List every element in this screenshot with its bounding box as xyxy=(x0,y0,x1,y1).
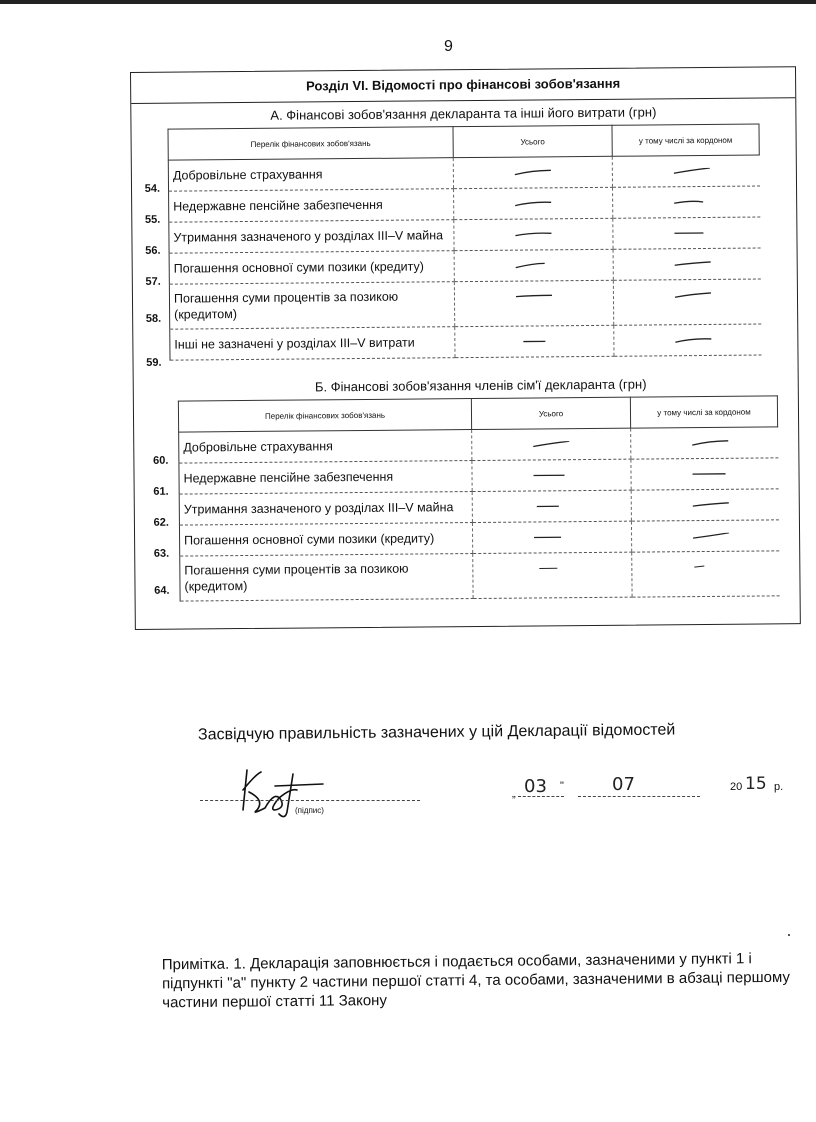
row-label: Інші не зазначені у розділах III–V витрати xyxy=(170,327,455,360)
abroad-cell xyxy=(612,155,759,187)
page-number: 9 xyxy=(444,38,453,55)
signature-label: (підпис) xyxy=(295,806,324,815)
total-cell xyxy=(473,552,632,598)
date-day: 03 xyxy=(524,776,547,797)
signature-line xyxy=(200,800,420,801)
date-month: 07 xyxy=(612,774,635,795)
total-cell xyxy=(453,156,612,188)
abroad-cell xyxy=(614,324,761,356)
part-b-title: Б. Фінансові зобов'язання членів сім'ї декларанта (грн) xyxy=(314,376,647,395)
dash-mark xyxy=(692,502,730,508)
date-year-suffix: 15 xyxy=(745,774,767,794)
abroad-cell xyxy=(613,279,760,325)
table-row xyxy=(169,248,760,284)
dash-mark xyxy=(673,230,711,236)
row-number: 54. xyxy=(144,182,161,195)
dash-mark xyxy=(515,262,553,268)
dash-mark xyxy=(514,200,552,206)
row-label: Погашення суми процентів за позикою (кредитом) xyxy=(169,282,454,329)
dash-mark xyxy=(692,471,730,477)
date-suffix: р. xyxy=(774,781,784,793)
row-label: Погашення суми процентів за позикою (кредитом) xyxy=(180,554,473,602)
row-number: 64. xyxy=(154,584,170,597)
abroad-cell xyxy=(632,551,779,597)
abroad-cell xyxy=(631,427,778,459)
total-cell xyxy=(472,459,631,491)
row-label: Добровільне страхування xyxy=(179,430,472,464)
row-label: Добровільне страхування xyxy=(168,158,453,191)
row-number: 58. xyxy=(145,312,162,325)
row-number: 60. xyxy=(153,454,169,467)
section-title: Розділ VI. Відомості про фінансові зобов'язання xyxy=(131,67,795,104)
row-number: 56. xyxy=(145,244,161,257)
dash-mark xyxy=(533,565,571,571)
part-b-table xyxy=(178,395,780,601)
row-number: 59. xyxy=(146,356,162,369)
table-row xyxy=(169,217,760,253)
dash-mark xyxy=(691,440,729,446)
row-number: 57. xyxy=(145,275,161,288)
dash-mark xyxy=(674,261,712,267)
total-cell xyxy=(454,187,613,219)
dash-mark xyxy=(514,231,552,237)
dash-mark xyxy=(673,168,711,174)
dash-mark xyxy=(515,293,553,299)
part-a-header-abroad: у тому числі за кордоном xyxy=(612,124,759,156)
dash-mark xyxy=(673,199,711,205)
date-close-quote: " xyxy=(560,780,564,792)
row-label: Недержавне пенсійне забезпечення xyxy=(169,189,454,222)
part-a-title: А. Фінансові зобов'язання декларанта та інші його витрати (грн) xyxy=(270,104,657,123)
row-label: Погашення основної суми позики (кредиту) xyxy=(179,523,472,557)
abroad-cell xyxy=(631,458,778,490)
certification-text: Засвідчую правильність зазначених у цій Декларації відомостей xyxy=(197,721,676,744)
part-a-table xyxy=(167,124,761,361)
part-a-header-list: Перелік фінансових зобов'язань xyxy=(168,127,453,160)
total-cell xyxy=(454,280,613,326)
dash-mark xyxy=(533,534,571,540)
date-month-line xyxy=(578,796,700,797)
part-a-header-total: Усього xyxy=(453,125,612,157)
row-number: 61. xyxy=(153,485,169,498)
date-day-line xyxy=(518,796,564,797)
dash-mark xyxy=(532,441,570,447)
date-year-prefix: 20 xyxy=(730,781,743,793)
abroad-cell xyxy=(613,248,760,280)
dash-mark xyxy=(533,503,571,509)
dash-mark xyxy=(674,292,712,298)
total-cell xyxy=(472,428,631,460)
row-number: 63. xyxy=(153,547,170,560)
row-label: Погашення основної суми позики (кредиту) xyxy=(169,251,454,284)
section-box xyxy=(130,66,801,630)
table-row xyxy=(168,155,759,191)
dash-mark xyxy=(514,169,552,175)
abroad-cell xyxy=(613,217,760,249)
total-cell xyxy=(454,249,613,281)
table-row xyxy=(170,324,761,360)
total-cell xyxy=(472,490,631,522)
row-label: Утримання зазначеного у розділах III–V майна xyxy=(179,492,472,526)
dash-mark xyxy=(692,533,730,539)
row-number: 62. xyxy=(153,516,169,529)
top-border xyxy=(0,0,816,4)
abroad-cell xyxy=(613,186,760,218)
abroad-cell xyxy=(631,489,778,521)
dash-mark xyxy=(533,472,571,478)
dash-mark xyxy=(692,564,730,570)
row-label: Утримання зазначеного у розділах III–V майна xyxy=(169,220,454,253)
scan-speck xyxy=(788,934,790,936)
total-cell xyxy=(454,218,613,250)
part-b-header-list: Перелік фінансових зобов'язань xyxy=(178,399,471,433)
part-b-header-abroad: у тому числі за кордоном xyxy=(630,396,777,428)
table-row xyxy=(169,279,760,329)
part-b-header-total: Усього xyxy=(471,397,630,429)
table-row xyxy=(180,551,779,601)
row-label: Недержавне пенсійне забезпечення xyxy=(179,461,472,495)
total-cell xyxy=(455,325,614,357)
row-number: 55. xyxy=(144,213,161,226)
total-cell xyxy=(472,521,631,553)
footnote: Примітка. 1. Декларація заповнюється і подається особами, зазначеними у пункті 1 і підпункті "а" пункту 2 частини першої статті 4, та особами, зазначеними в абзаці першому частини першої статті 11 Закону xyxy=(161,950,790,1012)
table-row xyxy=(169,186,760,222)
abroad-cell xyxy=(631,520,778,552)
dash-mark xyxy=(515,338,553,344)
date-open-quote: „ xyxy=(512,788,516,800)
dash-mark xyxy=(674,337,712,343)
